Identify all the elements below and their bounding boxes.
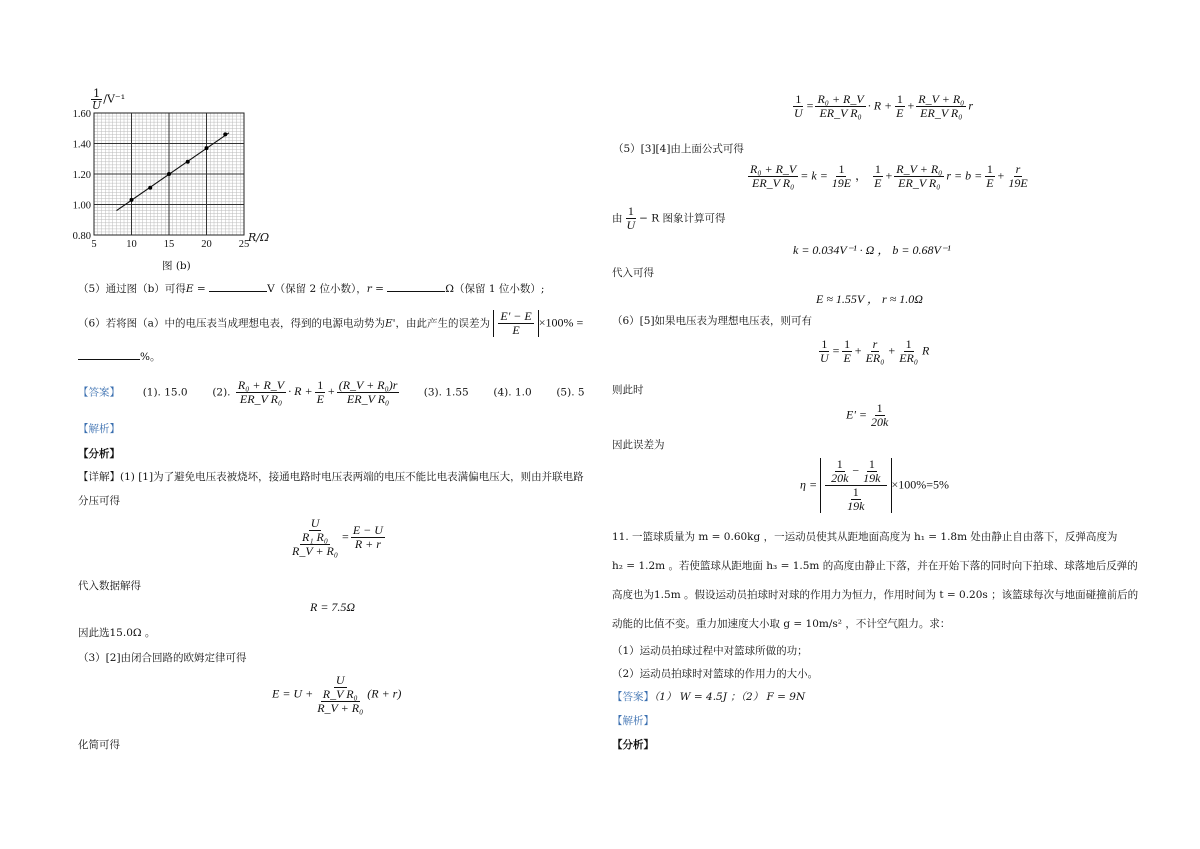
rt-m1: · R +: [867, 98, 893, 113]
graph-ylabel-den: U: [92, 99, 102, 112]
rb-d3: E: [986, 176, 994, 190]
eta-minus: −: [852, 463, 860, 478]
eta-lhs: η =: [800, 477, 818, 492]
r-eta: [800, 458, 949, 513]
jiexi-label: 【解析】: [78, 423, 120, 435]
r-from-d: U: [626, 218, 636, 232]
eta-bd: 19k: [863, 471, 881, 485]
eta-tail: ×100%=5%: [891, 477, 950, 492]
answer-5: (5). 5: [556, 386, 585, 399]
eq3-n: U: [335, 673, 345, 687]
data-point: [130, 198, 134, 202]
r-eq-top: [790, 93, 973, 120]
ans-d1: ER_V R₀: [239, 392, 283, 406]
data-point: [167, 172, 171, 176]
graph-ylabel-num: 1: [93, 87, 101, 100]
q5-E: E: [185, 283, 194, 295]
p11-ans-tag: 【答案】: [612, 691, 654, 703]
p11-fenxi: 【分析】: [612, 739, 654, 751]
q6-blank[interactable]: [78, 349, 140, 360]
rk-sep: ，: [855, 168, 868, 183]
detail-line-2: 分压可得: [78, 495, 120, 507]
q5-eq: =: [193, 283, 210, 295]
rEp-d: 20k: [871, 415, 889, 429]
ans-n2: 1: [317, 378, 324, 392]
r6-t: R: [922, 343, 930, 358]
rt-d3: ER_V R₀: [920, 106, 963, 120]
ans-plus: +: [327, 384, 335, 399]
answer-line: [78, 379, 585, 406]
r6-n2: r: [872, 337, 878, 351]
rk-d2: 19E: [831, 176, 852, 190]
r6-lhsn: 1: [821, 337, 828, 351]
equation-divider: [288, 517, 387, 558]
eta-bn: 1: [868, 457, 875, 471]
rb-n1: 1: [874, 162, 881, 176]
rb-d1: E: [874, 176, 882, 190]
q6-num: E' − E: [500, 309, 532, 323]
q5-mid: V（保留 2 位小数），: [267, 283, 367, 295]
p11-q1: （1）运动员拍球过程中对篮球所做的功；: [612, 645, 808, 657]
q5-blank-E[interactable]: [209, 281, 267, 292]
eq3-lhs: E = U +: [272, 686, 314, 701]
q6-line: [78, 310, 583, 337]
y-tick-label: 0.80: [72, 231, 91, 242]
rb-n4: r: [1015, 162, 1021, 176]
p11-answer: [612, 689, 805, 704]
rk-n2: 1: [838, 162, 845, 176]
q6-blank-line: [78, 349, 160, 364]
eq3-d1: R_V R₀: [322, 687, 358, 701]
r6-d3: ER₀: [899, 351, 919, 365]
rb-d2: ER_V R₀: [898, 176, 941, 190]
q6-prefix: （6）若将图（a）中的电压表当成理想电表，得到的电源电动势为: [78, 317, 385, 330]
rt-d2: E: [896, 106, 904, 120]
x-tick-label: 15: [163, 239, 175, 250]
eq1-top-n: U: [310, 516, 320, 530]
r6-d2: ER₀: [865, 351, 885, 365]
r-q6: （6）[5]如果电压表为理想电压表，则可有: [612, 315, 813, 327]
p11-q2: （2）运动员拍球时对篮球的作用力的大小。: [612, 668, 819, 680]
r6-lhsd: U: [820, 351, 829, 365]
rk-d1: ER_V R₀: [751, 176, 795, 190]
r6-d1: E: [843, 351, 851, 365]
q5-prefix: （5）通过图（b）可得: [78, 283, 186, 295]
p11-jiexi: 【解析】: [612, 715, 654, 727]
q6-Eprime: E': [384, 317, 396, 330]
substitute-label: 代入数据解得: [78, 580, 141, 592]
fenxi-label: 【分析】: [78, 448, 120, 460]
detail-line-1: 【详解】(1) [1]为了避免电压表被烧坏，接通电路时电压表两端的电压不能比电表满偏电压大，则由并联电路: [78, 471, 584, 483]
r6-eq: =: [832, 343, 840, 358]
r6-p1: +: [854, 343, 862, 358]
r-from: [612, 205, 726, 232]
q5-line: （5）通过图（b）可得E = V（保留 2 位小数），r = Ω（保留 1 位小数）;: [78, 283, 545, 295]
eq1-rd: R + r: [354, 537, 381, 551]
ans-d3: ER_V R₀: [346, 392, 390, 406]
r-kb-values: k = 0.034V⁻¹ · Ω ， b = 0.68V⁻¹: [793, 243, 951, 257]
rk-n1: R₀ + R_V: [750, 162, 797, 176]
rt-n2: 1: [896, 92, 903, 106]
data-point: [148, 186, 152, 190]
r-Er-values: E ≈ 1.55V ， r ≈ 1.0Ω: [816, 292, 923, 306]
eta-an: 1: [836, 457, 843, 471]
choose-line: 因此选15.0Ω 。: [78, 627, 156, 639]
rt-eq: =: [806, 98, 814, 113]
ans-n3: (R_V + R₀)r: [338, 378, 398, 392]
p11-line-2: h₂ = 1.2m 。若使篮球从距地面 h₃ = 1.5m 的高度由静止下落，并在开始下落的同时向下拍球、球落地后反弹的: [612, 560, 1138, 572]
rt-p: +: [907, 98, 915, 113]
equation-R: R = 7.5Ω: [310, 600, 356, 614]
q6-tail: ×100% =: [538, 315, 584, 330]
r-q5: （5）[3][4]由上面公式可得: [613, 143, 744, 155]
eta-cn: 1: [852, 485, 859, 499]
rb-n2: R_V + R₀: [896, 162, 943, 176]
q5-blank-r[interactable]: [387, 281, 445, 292]
y-tick-label: 1.20: [72, 170, 91, 181]
p11-line-1: 11. 一篮球质量为 m = 0.60kg ，一运动员使其从距地面高度为 h₁ = 1.8m 处由静止自由落下，反弹高度为: [612, 531, 1118, 543]
q3-line: （3）[2]由闭合回路的欧姆定律可得: [78, 652, 247, 664]
rt-lhs-n: 1: [795, 92, 802, 106]
rt-lhs-d: U: [794, 106, 803, 120]
eta-cd: 19k: [847, 499, 865, 513]
eq1-eq: =: [342, 529, 349, 544]
rb-d4: 19E: [1008, 176, 1028, 190]
q6-den: E: [512, 323, 520, 337]
answer-1: (1). 15.0: [142, 386, 188, 399]
r6-n1: 1: [844, 337, 851, 351]
r-eq6: [816, 338, 929, 365]
rEp-n: 1: [876, 401, 883, 415]
ans-mid: · R +: [288, 384, 313, 399]
r-then: 则此时: [612, 384, 644, 396]
q6-abs-frac: [493, 310, 538, 337]
answer-2-formula: [234, 378, 405, 406]
rt-n1: R₀ + R_V: [817, 92, 864, 106]
x-tick-label: 20: [201, 239, 212, 250]
q5-r: r: [366, 283, 372, 295]
answer-2: (2).: [212, 386, 231, 399]
r-from-post: − R 图象计算可得: [639, 212, 726, 225]
p11-ans: （1） W = 4.5J ；（2） F = 9N: [654, 691, 806, 703]
q6-end: %。: [140, 351, 161, 363]
rb-n3: 1: [986, 162, 993, 176]
r-from-n: 1: [627, 204, 634, 218]
r6-p2: +: [888, 343, 896, 358]
equation-ohm: [272, 674, 401, 715]
graph-caption: 图 (b): [162, 260, 191, 272]
p11-line-3: 高度也为1.5m 。假设运动员拍球时对球的作用力为恒力，作用时间为 t = 0.20s ；该篮球每次与地面碰撞前后的: [612, 589, 1139, 601]
simplify-label: 化简可得: [78, 739, 120, 751]
x-tick-label: 5: [91, 239, 97, 250]
ans-d2: E: [316, 392, 324, 406]
rb-p2: +: [997, 168, 1005, 183]
r-eq-kb: [746, 163, 1032, 190]
eq3-d2: R_V + R₀: [317, 701, 364, 715]
rt-d1: ER_V R₀: [819, 106, 862, 120]
q5-end: Ω（保留 1 位小数）;: [445, 283, 545, 295]
graph-ylabel-unit: /V⁻¹: [103, 92, 126, 106]
rt-n3: R_V + R₀: [918, 92, 965, 106]
data-point: [186, 160, 190, 164]
eq1-d1: R₁ R₀: [302, 530, 329, 544]
q6-mid: ，由此产生的误差为: [395, 317, 491, 330]
graph-xlabel: R/Ω: [248, 231, 270, 244]
answer-4: (4). 1.0: [493, 386, 532, 399]
y-tick-label: 1.60: [72, 109, 91, 120]
r6-n3: 1: [905, 337, 912, 351]
eq1-rn: E − U: [352, 523, 383, 537]
y-tick-label: 1.40: [72, 139, 91, 151]
data-point: [205, 146, 209, 150]
r-error-label: 因此误差为: [612, 439, 665, 451]
eta-ad: 20k: [831, 471, 849, 485]
x-tick-label: 25: [238, 239, 250, 250]
rk-m: = k =: [800, 168, 828, 183]
rt-t: r: [968, 98, 973, 113]
ans-n1: R₀ + R_V: [237, 378, 285, 392]
y-tick-label: 1.00: [72, 200, 91, 212]
r-from-pre: 由: [612, 212, 623, 225]
answer-tag: 【答案】: [78, 386, 120, 399]
chart-plot: [60, 105, 275, 265]
eta-abs: [820, 458, 891, 513]
r-sub: 代入可得: [612, 267, 654, 279]
rb-m: r = b =: [946, 168, 983, 183]
x-tick-label: 10: [126, 239, 137, 250]
r-eq-Ep: [846, 402, 892, 429]
data-point: [223, 132, 227, 136]
eq1-d2: R_V + R₀: [292, 544, 339, 558]
eq3-tail: (R + r): [367, 686, 402, 701]
answer-3: (3). 1.55: [423, 386, 469, 399]
rb-p: +: [885, 168, 893, 183]
rEp-lhs: E' =: [846, 407, 867, 422]
p11-line-4: 动能的比值不变。重力加速度大小取 g = 10m/s² ，不计空气阻力。求：: [612, 618, 951, 630]
